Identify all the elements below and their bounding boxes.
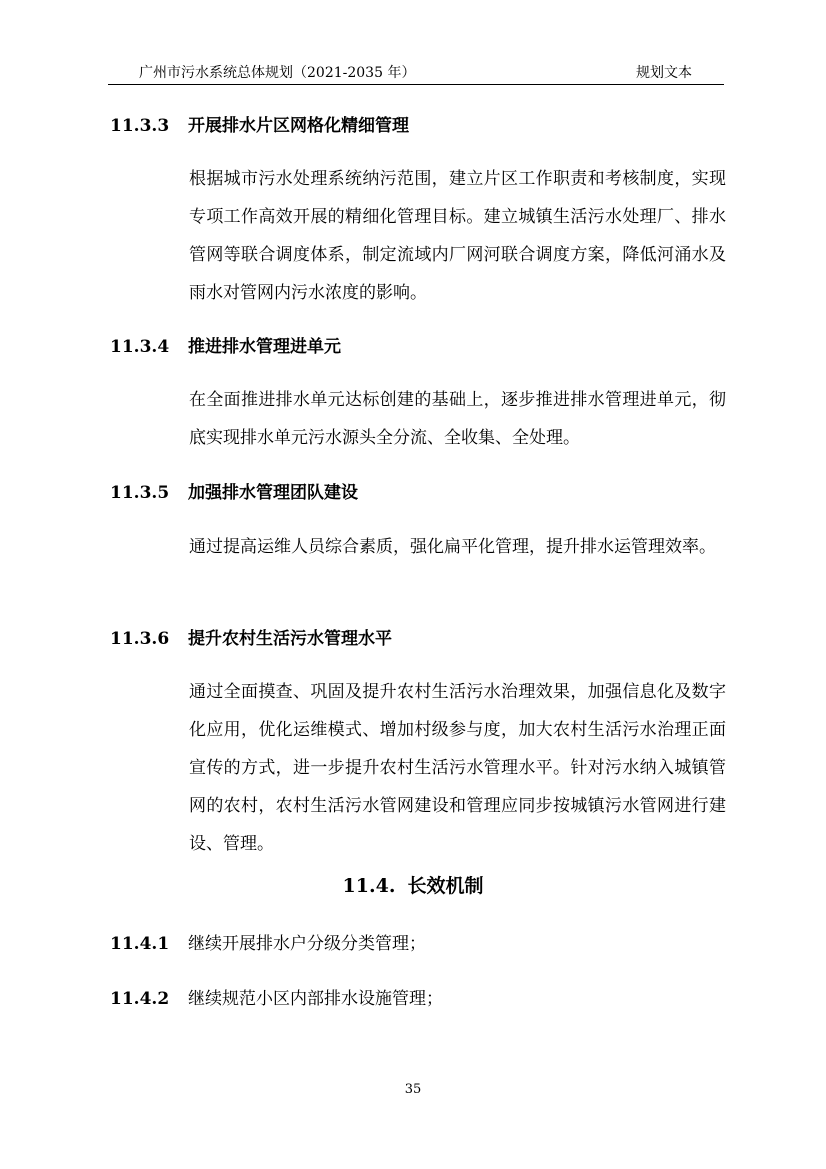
list-item-11-4-2 [110, 988, 443, 1010]
section-number: 11.3.5 [110, 483, 170, 503]
section-body-11-3-5: 通过提高运维人员综合素质，强化扁平化管理，提升排水运管理效率。 [189, 537, 716, 557]
chapter-heading [0, 874, 826, 898]
item-text: 继续规范小区内部排水设施管理； [188, 989, 443, 1009]
item-number: 11.4.1 [110, 934, 170, 954]
section-title: 开展排水片区网格化精细管理 [188, 116, 409, 136]
page-number: 35 [404, 1082, 422, 1097]
section-heading-11-3-5 [110, 482, 358, 504]
section-body-11-3-6: 通过全面摸查、巩固及提升农村生活污水治理效果，加强信息化及数字化应用，优化运维模式、增加村级参与度，加大农村生活污水治理正面宣传的方式，进一步提升农村生活污水管理水平。针对污水纳入城镇管网的农村，农村生活污水管网建设和管理应同步按城镇污水管网进行建设、管理。 [189, 682, 726, 854]
chapter-title: 长效机制 [407, 875, 484, 897]
item-text: 继续开展排水户分级分类管理； [188, 934, 426, 954]
page-header [108, 64, 724, 85]
document-type-label: 规划文本 [636, 65, 692, 81]
list-item-11-4-1 [110, 933, 426, 955]
document-title: 广州市污水系统总体规划（2021-2035 年） [139, 65, 416, 81]
item-number: 11.4.2 [110, 989, 170, 1009]
section-number: 11.3.3 [110, 116, 170, 136]
section-heading-11-3-4 [110, 336, 341, 358]
section-body-11-3-3: 根据城市污水处理系统纳污范围，建立片区工作职责和考核制度，实现专项工作高效开展的精细化管理目标。建立城镇生活污水处理厂、排水管网等联合调度体系，制定流域内厂网河联合调度方案，降低河涌水及雨水对管网内污水浓度的影响。 [189, 169, 726, 303]
section-heading-11-3-6 [110, 628, 392, 650]
section-title: 提升农村生活污水管理水平 [188, 629, 392, 649]
section-heading-11-3-3 [110, 115, 409, 137]
section-number: 11.3.6 [110, 629, 170, 649]
section-title: 加强排水管理团队建设 [188, 483, 358, 503]
chapter-number: 11.4. [342, 875, 396, 897]
section-body-11-3-4: 在全面推进排水单元达标创建的基础上，逐步推进排水管理进单元，彻底实现排水单元污水源头全分流、全收集、全处理。 [189, 390, 726, 448]
section-number: 11.3.4 [110, 337, 170, 357]
section-title: 推进排水管理进单元 [188, 337, 341, 357]
